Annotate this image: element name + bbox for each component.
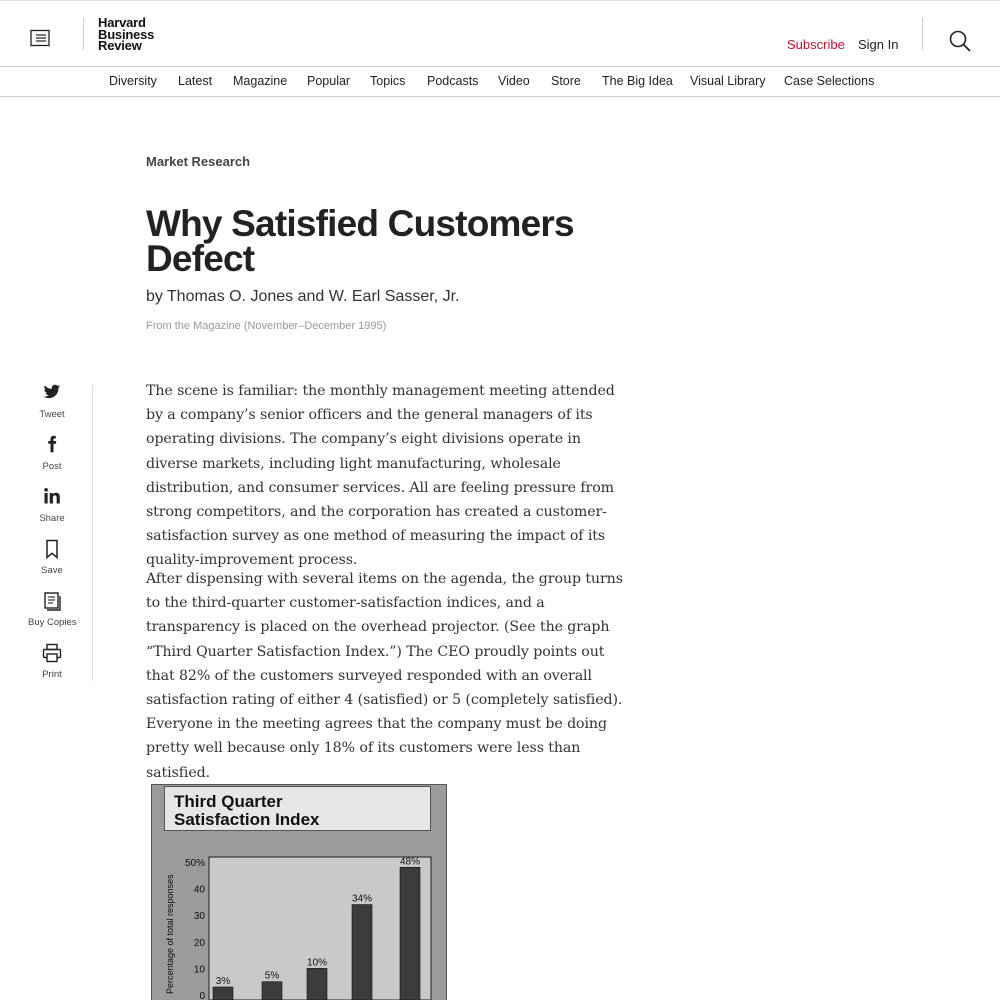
bookmark-icon [28,539,76,559]
byline-prefix: by [146,288,163,305]
byline [146,288,459,306]
tweet-button[interactable] [28,383,76,420]
bar [213,987,233,1000]
copies-icon [28,591,76,611]
bar [307,968,327,1000]
bar-value-label: 34% [351,893,373,905]
facebook-icon [28,435,76,455]
linkedin-icon [28,487,76,507]
satisfaction-chart [151,784,447,1000]
share-label: Print [42,669,62,680]
bar-value-label: 10% [306,957,328,969]
share-label: Tweet [39,409,65,420]
post-button[interactable] [28,435,76,472]
hbr-logo[interactable] [98,17,154,52]
sign-in-link[interactable]: Sign In [858,37,899,52]
main-nav [0,67,1000,97]
y-tick-label: 10 [193,964,205,976]
subscribe-link[interactable]: Subscribe [787,37,845,52]
nav-item-latest[interactable]: Latest [178,74,213,88]
nav-item-store[interactable]: Store [551,74,581,88]
print-icon [28,643,76,663]
menu-icon[interactable] [30,29,52,47]
share-rail-divider [92,385,93,681]
nav-item-popular[interactable]: Popular [307,74,351,88]
share-label: Share [39,513,65,524]
bar-value-label: 48% [399,856,421,868]
bar [262,982,282,1000]
logo-line: Harvard [98,15,146,30]
author-names[interactable]: Thomas O. Jones and W. Earl Sasser, Jr. [166,288,460,305]
article-title: Why Satisfied Customers Defect [146,203,574,279]
article-source[interactable]: From the Magazine (November–December 1995) [146,320,387,332]
article-paragraph: The scene is familiar: the monthly management meeting attended by a company’s senior officers and the general managers of its operating divisions. The company’s eight divisions operate in diverse markets, including light manufacturing, wholesale distribution, and consumer services. All are feeling pressure from strong competitors, and the corporation has created a customer-satisfaction survey as one method of measuring the impact of its quality-improvement process. [146,383,615,569]
y-tick-label: 40 [193,884,205,896]
logo-line: Business [98,26,155,42]
share-label: Post [42,461,62,472]
nav-item-topics[interactable]: Topics [370,74,406,88]
nav-item-podcasts[interactable]: Podcasts [427,74,479,88]
header-divider [83,18,84,50]
nav-item-visual-library[interactable]: Visual Library [690,74,766,88]
buy-copies-button[interactable] [28,591,76,628]
search-icon[interactable] [948,29,972,53]
logo-line: Review [98,38,142,53]
bar [400,867,420,1000]
site-header [0,0,1000,67]
nav-item-magazine[interactable]: Magazine [233,74,288,88]
chart-title-line: Satisfaction Index [174,810,320,829]
nav-item-case-selections[interactable]: Case Selections [784,74,875,88]
nav-item-video[interactable]: Video [498,74,530,88]
header-divider [922,18,923,50]
save-button[interactable] [28,539,76,576]
bar [352,905,372,1000]
bar-value-label: 5% [264,970,280,982]
print-button[interactable] [28,643,76,680]
nav-item-big-idea[interactable]: The Big Idea [602,74,673,88]
article-category[interactable]: Market Research [146,154,251,169]
share-label: Buy Copies [28,617,77,628]
chart-plot [152,785,448,1000]
y-tick-label: 50% [184,858,205,869]
share-label: Save [41,565,63,576]
nav-item-diversity[interactable]: Diversity [109,74,157,88]
y-tick-label: 0 [199,991,205,1000]
chart-title-line: Third Quarter [174,792,283,811]
linkedin-share-button[interactable] [28,487,76,524]
bar-value-label: 3% [215,976,231,988]
y-tick-label: 30 [193,911,205,923]
article-paragraph: After dispensing with several items on the agenda, the group turns to the third-quarter customer-satisfaction indices, and a transparency is placed on the overhead projector. (See the graph “Third Quarter Satisfaction Index.”) The CEO proudly points out that 82% of the customers surveyed responded with an overall satisfaction rating of either 4 (satisfied) or 5 (completely satisfied). Everyone in the meeting agrees that the company must be doing pretty well because only 18% of its customers were less than satisfied. [146,571,623,781]
y-tick-label: 20 [193,937,205,949]
twitter-icon [28,383,76,403]
y-axis-label: Percentage of total responses [165,874,175,994]
